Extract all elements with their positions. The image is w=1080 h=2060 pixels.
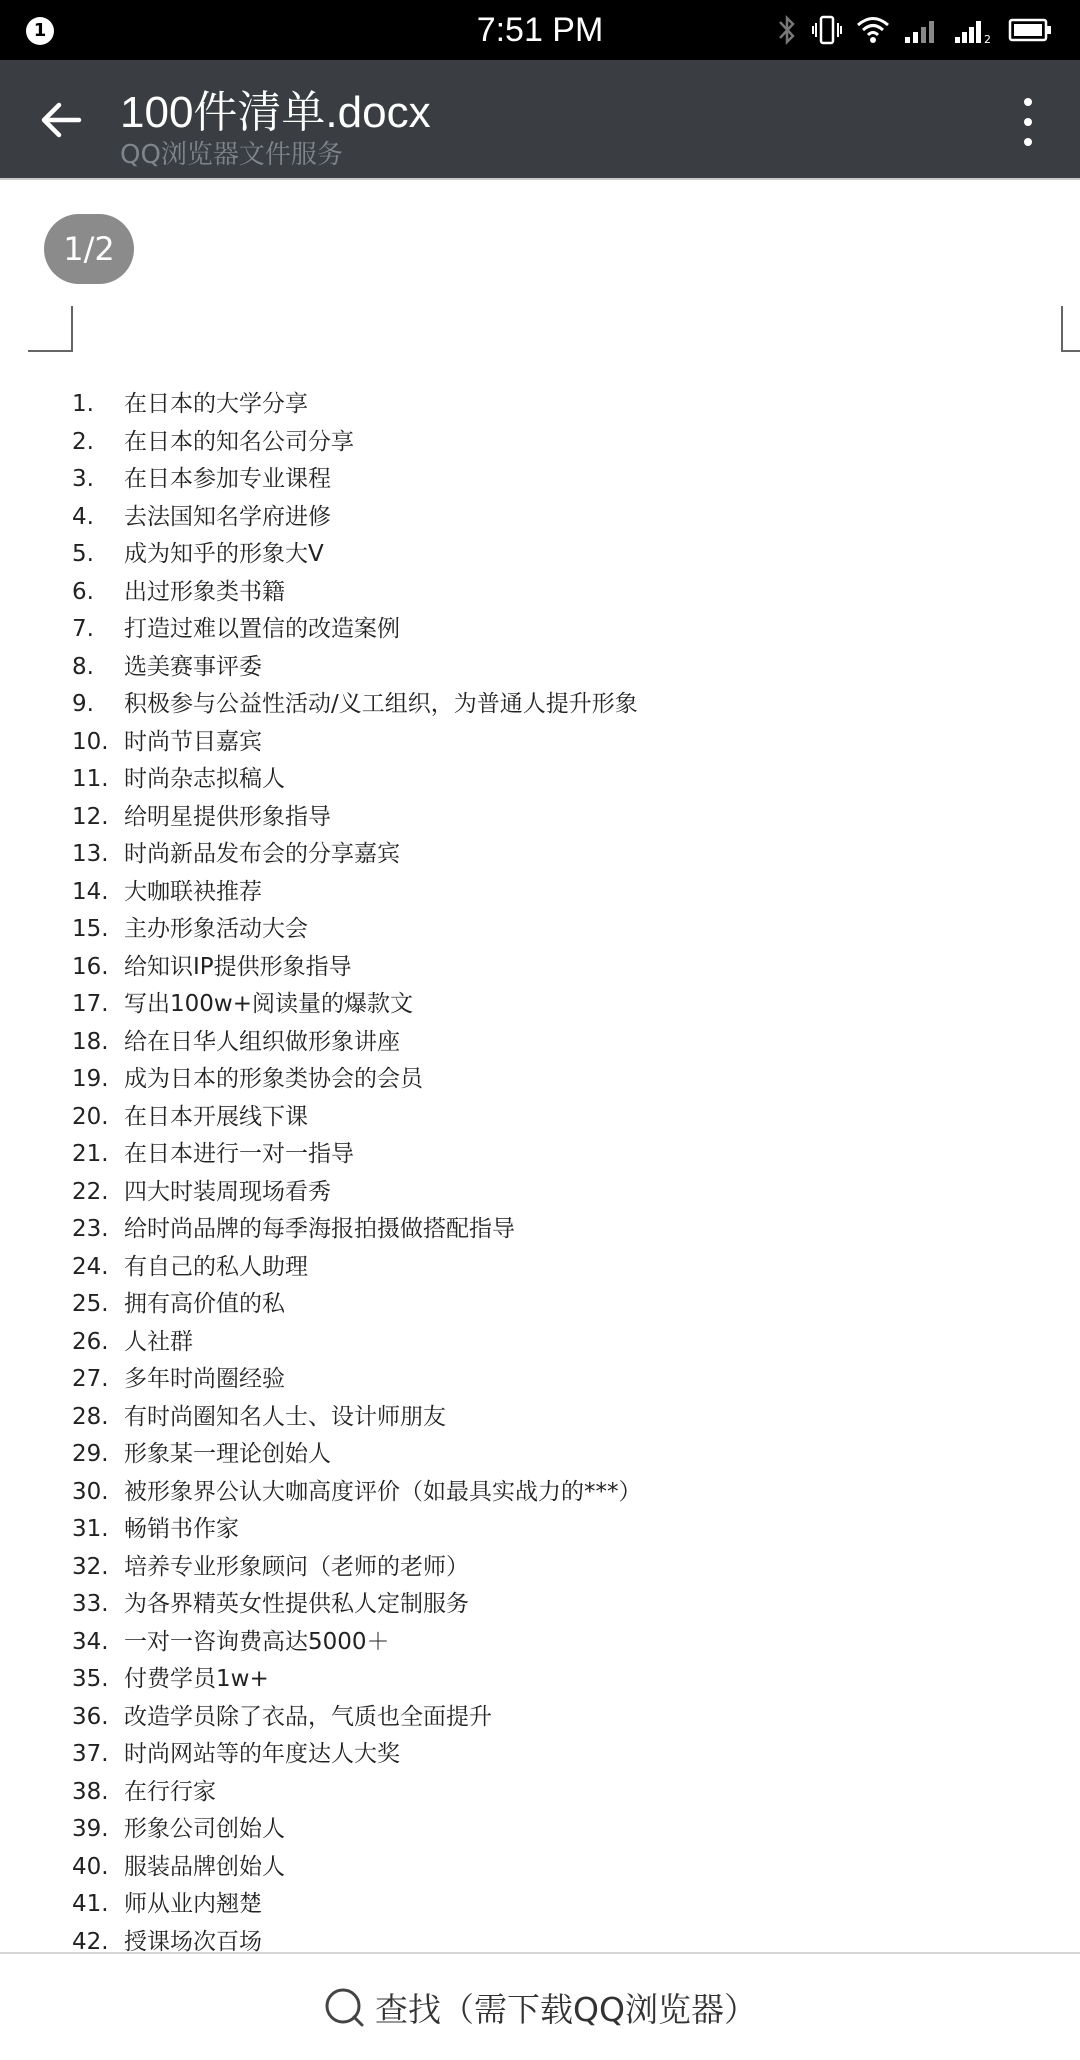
list-item-number: 5.: [72, 541, 94, 567]
list-item-text: 给明星提供形象指导: [124, 803, 331, 830]
list-item-text: 打造过难以置信的改造案例: [124, 616, 400, 642]
document-content[interactable]: [0, 386, 1080, 1952]
list-item: [0, 1549, 1080, 1587]
list-item: [0, 1511, 1080, 1549]
list-item: [0, 911, 1080, 949]
list-item: [0, 686, 1080, 724]
list-item-number: 18.: [72, 1028, 109, 1055]
crop-mark-right-h: [1061, 350, 1080, 352]
crop-mark-left: [71, 306, 73, 352]
find-label: 查找（需下载QQ浏览器）: [375, 1989, 757, 2029]
list-item-text: 大咖联袂推荐: [124, 878, 262, 905]
list-item-number: 2.: [72, 428, 94, 455]
list-item-text: 形象某一理论创始人: [124, 1441, 331, 1467]
list-item: [0, 1586, 1080, 1624]
list-item: [0, 1774, 1080, 1812]
list-item-number: 11.: [72, 766, 109, 792]
list-item-text: 在日本开展线下课: [124, 1103, 308, 1130]
list-item-number: 17.: [72, 991, 109, 1017]
list-item-text: 培养专业形象顾问（老师的老师）: [124, 1553, 469, 1580]
list-item-text: 师从业内翘楚: [124, 1891, 262, 1917]
list-item: [0, 499, 1080, 537]
list-item-number: 15.: [72, 916, 109, 942]
list-item: [0, 1849, 1080, 1887]
list-item: [0, 461, 1080, 499]
list-item-text: 成为日本的形象类协会的会员: [124, 1066, 423, 1092]
battery-icon: [1008, 17, 1052, 43]
list-item: [0, 1099, 1080, 1137]
list-item: [0, 949, 1080, 987]
list-item-number: 28.: [72, 1403, 109, 1430]
signal-icon: [904, 15, 940, 45]
list-item-number: 13.: [72, 841, 109, 867]
search-icon: [323, 1986, 365, 2028]
app-bar: [0, 60, 1080, 178]
list-item: [0, 1399, 1080, 1437]
list-item: [0, 724, 1080, 762]
back-button[interactable]: [28, 92, 94, 148]
signal-2-icon: [954, 15, 994, 45]
crop-mark-left-h: [28, 350, 73, 352]
list-item-number: 1.: [72, 391, 94, 417]
list-item-number: 36.: [72, 1703, 109, 1730]
list-item-number: 39.: [72, 1816, 109, 1842]
list-item-number: 23.: [72, 1216, 109, 1242]
vibrate-icon: [812, 13, 842, 47]
crop-mark-right: [1061, 306, 1063, 352]
list-item-text: 有自己的私人助理: [124, 1253, 308, 1280]
list-item-text: 服装品牌创始人: [124, 1853, 285, 1880]
list-item-number: 27.: [72, 1366, 109, 1392]
list-item-text: 给知识IP提供形象指导: [124, 953, 352, 980]
list-item-number: 16.: [72, 953, 109, 980]
list-item-text: 出过形象类书籍: [124, 578, 285, 605]
list-item-text: 在日本的大学分享: [124, 391, 308, 417]
page-indicator: 1/2: [44, 214, 134, 284]
list-item-number: 38.: [72, 1778, 109, 1805]
list-item-number: 40.: [72, 1853, 109, 1880]
list-item: [0, 761, 1080, 799]
status-time: 7:51 PM: [476, 11, 604, 49]
list-item-text: 主办形象活动大会: [124, 916, 308, 942]
list-item: [0, 1924, 1080, 1953]
list-item: [0, 1286, 1080, 1324]
list-item-text: 多年时尚圈经验: [124, 1366, 285, 1392]
list-item-number: 4.: [72, 503, 94, 530]
list-item-text: 选美赛事评委: [124, 653, 262, 680]
status-bar: [0, 0, 1080, 60]
list-item: [0, 1249, 1080, 1287]
list-item: [0, 1136, 1080, 1174]
list-item-number: 20.: [72, 1103, 109, 1130]
list-item-text: 拥有高价值的私: [124, 1291, 285, 1317]
list-item: [0, 574, 1080, 612]
list-item-text: 人社群: [124, 1328, 193, 1355]
numbered-list: [0, 386, 1080, 1952]
list-item-text: 成为知乎的形象大V: [124, 541, 324, 567]
list-item: [0, 611, 1080, 649]
list-item: [0, 874, 1080, 912]
list-item-text: 在日本参加专业课程: [124, 466, 331, 492]
list-item-text: 一对一咨询费高达5000＋: [124, 1628, 390, 1655]
list-item: [0, 1436, 1080, 1474]
list-item: [0, 1024, 1080, 1062]
list-item: [0, 1699, 1080, 1737]
list-item-text: 形象公司创始人: [124, 1816, 285, 1842]
bluetooth-icon: [776, 13, 798, 47]
list-item-number: 22.: [72, 1178, 109, 1205]
list-item-text: 时尚新品发布会的分享嘉宾: [124, 841, 400, 867]
find-bar[interactable]: [0, 1952, 1080, 2060]
list-item-number: 26.: [72, 1328, 109, 1355]
list-item-text: 时尚节目嘉宾: [124, 728, 262, 755]
list-item: [0, 386, 1080, 424]
list-item-text: 积极参与公益性活动/义工组织，为普通人提升形象: [124, 691, 638, 717]
list-item-text: 在行行家: [124, 1778, 216, 1805]
appbar-divider: [0, 178, 1080, 180]
list-item-number: 29.: [72, 1441, 109, 1467]
list-item-number: 3.: [72, 466, 94, 492]
list-item: [0, 649, 1080, 687]
list-item-number: 41.: [72, 1891, 109, 1917]
list-item-number: 24.: [72, 1253, 109, 1280]
list-item: [0, 424, 1080, 462]
list-item: [0, 536, 1080, 574]
list-item-text: 授课场次百场: [124, 1928, 262, 1952]
list-item: [0, 1886, 1080, 1924]
list-item-number: 14.: [72, 878, 109, 905]
list-item-number: 31.: [72, 1516, 109, 1542]
list-item-text: 为各界精英女性提供私人定制服务: [124, 1591, 469, 1617]
list-item: [0, 1324, 1080, 1362]
status-icons: [776, 12, 1052, 48]
list-item-number: 21.: [72, 1141, 109, 1167]
more-vert-icon[interactable]: [1008, 94, 1048, 150]
list-item-text: 付费学员1w+: [124, 1666, 269, 1692]
list-item-number: 7.: [72, 616, 94, 642]
list-item-number: 10.: [72, 728, 109, 755]
list-item-number: 33.: [72, 1591, 109, 1617]
list-item: [0, 986, 1080, 1024]
list-item-text: 时尚网站等的年度达人大奖: [124, 1741, 400, 1767]
list-item-text: 被形象界公认大咖高度评价（如最具实战力的***）: [124, 1478, 642, 1505]
list-item-number: 9.: [72, 691, 94, 717]
notification-badge: 1: [26, 17, 54, 45]
list-item: [0, 1211, 1080, 1249]
svg-text:2: 2: [984, 33, 991, 45]
list-item: [0, 1811, 1080, 1849]
list-item: [0, 1361, 1080, 1399]
list-item-text: 去法国知名学府进修: [124, 503, 331, 530]
list-item: [0, 1736, 1080, 1774]
list-item: [0, 1624, 1080, 1662]
list-item-number: 6.: [72, 578, 94, 605]
list-item: [0, 1474, 1080, 1512]
list-item: [0, 799, 1080, 837]
list-item-text: 四大时装周现场看秀: [124, 1178, 331, 1205]
list-item-text: 写出100w+阅读量的爆款文: [124, 991, 413, 1017]
list-item: [0, 836, 1080, 874]
list-item-number: 25.: [72, 1291, 109, 1317]
list-item-number: 30.: [72, 1478, 109, 1505]
list-item-number: 35.: [72, 1666, 109, 1692]
list-item-number: 19.: [72, 1066, 109, 1092]
list-item-text: 在日本的知名公司分享: [124, 428, 354, 455]
list-item-number: 37.: [72, 1741, 109, 1767]
document-subtitle: QQ浏览器文件服务: [120, 140, 343, 170]
list-item: [0, 1061, 1080, 1099]
arrow-left-icon: [39, 100, 83, 140]
list-item-text: 给时尚品牌的每季海报拍摄做搭配指导: [124, 1216, 515, 1242]
document-title: 100件清单.docx: [120, 88, 431, 137]
list-item-number: 34.: [72, 1628, 109, 1655]
list-item-text: 改造学员除了衣品，气质也全面提升: [124, 1703, 492, 1730]
list-item-text: 在日本进行一对一指导: [124, 1141, 354, 1167]
list-item-number: 42.: [72, 1928, 109, 1952]
list-item: [0, 1174, 1080, 1212]
list-item-number: 32.: [72, 1553, 109, 1580]
list-item-text: 时尚杂志拟稿人: [124, 766, 285, 792]
list-item-text: 畅销书作家: [124, 1516, 239, 1542]
wifi-icon: [856, 15, 890, 45]
list-item-text: 给在日华人组织做形象讲座: [124, 1028, 400, 1055]
list-item: [0, 1661, 1080, 1699]
list-item-number: 8.: [72, 653, 94, 680]
list-item-number: 12.: [72, 803, 109, 830]
list-item-text: 有时尚圈知名人士、设计师朋友: [124, 1403, 446, 1430]
